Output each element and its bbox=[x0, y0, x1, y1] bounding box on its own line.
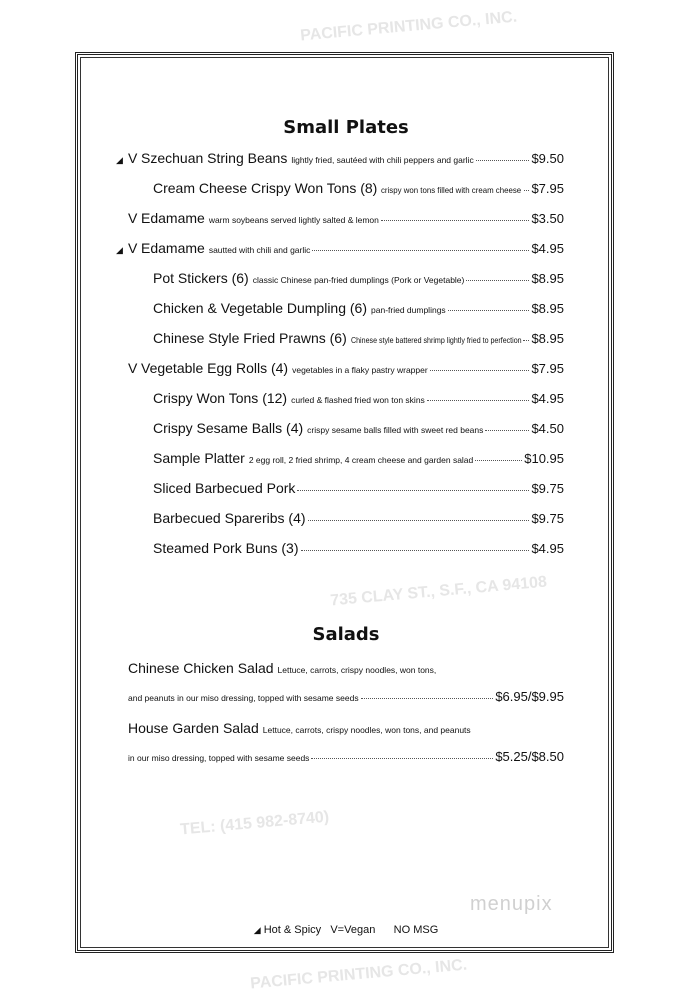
item-name: Edamame bbox=[141, 210, 205, 226]
legend-hot-spicy: Hot & Spicy bbox=[263, 924, 322, 936]
menu-item bbox=[116, 270, 564, 290]
dot-leader bbox=[297, 490, 529, 491]
watermark: TEL: (415 982-8740) bbox=[179, 808, 330, 839]
item-name: Vegetable Egg Rolls (4) bbox=[141, 360, 289, 376]
item-name: Crispy Won Tons (12) bbox=[153, 390, 288, 406]
dot-leader bbox=[312, 250, 529, 251]
item-name: Chicken & Vegetable Dumpling (6) bbox=[153, 300, 368, 316]
menu-item bbox=[116, 330, 564, 350]
item-name: Steamed Pork Buns (3) bbox=[153, 540, 299, 556]
item-price: $4.95 bbox=[531, 241, 564, 256]
section-title-salads: Salads bbox=[312, 624, 380, 645]
menupix-watermark: menupix bbox=[470, 893, 553, 915]
item-price: $4.50 bbox=[531, 421, 564, 436]
dot-leader bbox=[448, 310, 530, 311]
dot-leader bbox=[308, 520, 530, 521]
dot-leader bbox=[524, 190, 530, 191]
item-description: crispy won tons filled with cream cheese bbox=[381, 185, 522, 195]
salad-item-line2 bbox=[128, 689, 564, 704]
item-name: Sample Platter bbox=[153, 450, 245, 466]
item-name: Edamame bbox=[141, 240, 205, 256]
legend-vegan: V=Vegan bbox=[330, 924, 376, 936]
item-description: warm soybeans served lightly salted & lemon bbox=[208, 215, 379, 225]
item-price: $9.75 bbox=[531, 481, 564, 496]
dot-leader bbox=[311, 758, 493, 759]
item-name: Crispy Sesame Balls (4) bbox=[153, 420, 304, 436]
pepper-icon: ◢ bbox=[116, 245, 123, 255]
dot-leader bbox=[476, 160, 530, 161]
item-description: in our miso dressing, topped with sesame seeds bbox=[128, 753, 310, 763]
item-price: $6.95/$9.95 bbox=[495, 689, 564, 704]
item-price: $9.75 bbox=[531, 511, 564, 526]
item-description: lightly fried, sautéed with chili peppers and garlic bbox=[291, 155, 474, 165]
section-title-small-plates: Small Plates bbox=[283, 117, 409, 138]
item-description: Lettuce, carrots, crispy noodles, won tons, and peanuts bbox=[262, 725, 471, 735]
item-price: $8.95 bbox=[531, 271, 564, 286]
menu-item bbox=[116, 420, 564, 440]
dot-leader bbox=[427, 400, 530, 401]
item-name: Cream Cheese Crispy Won Tons (8) bbox=[153, 180, 378, 196]
item-price: $9.50 bbox=[531, 151, 564, 166]
vegan-mark: V bbox=[128, 360, 138, 376]
item-price: $7.95 bbox=[531, 361, 564, 376]
menu-item bbox=[116, 390, 564, 410]
menu-item bbox=[116, 450, 564, 470]
item-description: Chinese style battered shrimp lightly fried to perfection bbox=[350, 335, 522, 345]
legend-no-msg: NO MSG bbox=[393, 924, 439, 936]
item-price: $10.95 bbox=[524, 451, 564, 466]
salad-item-line2 bbox=[128, 749, 564, 764]
item-description: classic Chinese pan-fried dumplings (Pork or Vegetable) bbox=[252, 275, 465, 285]
item-name: Szechuan String Beans bbox=[141, 150, 288, 166]
legend bbox=[0, 924, 692, 936]
item-description: and peanuts in our miso dressing, topped with sesame seeds bbox=[128, 693, 359, 703]
menu-item bbox=[116, 540, 564, 560]
menu-item bbox=[116, 240, 564, 260]
item-price: $8.95 bbox=[531, 331, 564, 346]
dot-leader bbox=[381, 220, 530, 221]
item-name: Chinese Chicken Salad bbox=[128, 660, 274, 676]
pepper-icon: ◢ bbox=[116, 155, 123, 165]
item-price: $4.95 bbox=[531, 541, 564, 556]
item-description: crispy sesame balls filled with sweet red beans bbox=[307, 425, 484, 435]
item-price: $4.95 bbox=[531, 391, 564, 406]
vegan-mark: V bbox=[128, 240, 138, 256]
item-price: $5.25/$8.50 bbox=[495, 749, 564, 764]
menu-item bbox=[116, 180, 564, 200]
item-name: Barbecued Spareribs (4) bbox=[153, 510, 306, 526]
item-name: House Garden Salad bbox=[128, 720, 259, 736]
dot-leader bbox=[485, 430, 529, 431]
item-description: curled & flashed fried won ton skins bbox=[291, 395, 425, 405]
item-price: $8.95 bbox=[531, 301, 564, 316]
menu-item bbox=[116, 210, 564, 230]
vegan-mark: V bbox=[128, 150, 138, 166]
item-description: 2 egg roll, 2 fried shrimp, 4 cream cheese and garden salad bbox=[248, 455, 474, 465]
watermark: 735 CLAY ST., S.F., CA 94108 bbox=[329, 573, 548, 610]
item-description: sautted with chili and garlic bbox=[208, 245, 311, 255]
watermark: PACIFIC PRINTING CO., INC. bbox=[249, 956, 468, 993]
pepper-icon: ◢ bbox=[253, 925, 261, 935]
dot-leader bbox=[301, 550, 530, 551]
item-name: Pot Stickers (6) bbox=[153, 270, 249, 286]
watermark: PACIFIC PRINTING CO., INC. bbox=[299, 8, 518, 45]
item-name: Sliced Barbecued Pork bbox=[153, 480, 296, 496]
item-description: Lettuce, carrots, crispy noodles, won tons, bbox=[277, 665, 437, 675]
dot-leader bbox=[523, 340, 529, 341]
item-description: pan-fried dumplings bbox=[371, 305, 446, 315]
menu-item bbox=[116, 510, 564, 530]
item-price: $7.95 bbox=[531, 181, 564, 196]
dot-leader bbox=[361, 698, 494, 699]
menu-item bbox=[116, 150, 564, 170]
menu-item bbox=[116, 300, 564, 320]
menu-item bbox=[116, 360, 564, 380]
dot-leader bbox=[475, 460, 522, 461]
item-price: $3.50 bbox=[531, 211, 564, 226]
vegan-mark: V bbox=[128, 210, 138, 226]
salad-item bbox=[128, 720, 564, 736]
dot-leader bbox=[430, 370, 530, 371]
dot-leader bbox=[466, 280, 529, 281]
salad-item bbox=[128, 660, 564, 676]
item-description: vegetables in a flaky pastry wrapper bbox=[292, 365, 428, 375]
menu-item bbox=[116, 480, 564, 500]
item-name: Chinese Style Fried Prawns (6) bbox=[153, 330, 347, 346]
